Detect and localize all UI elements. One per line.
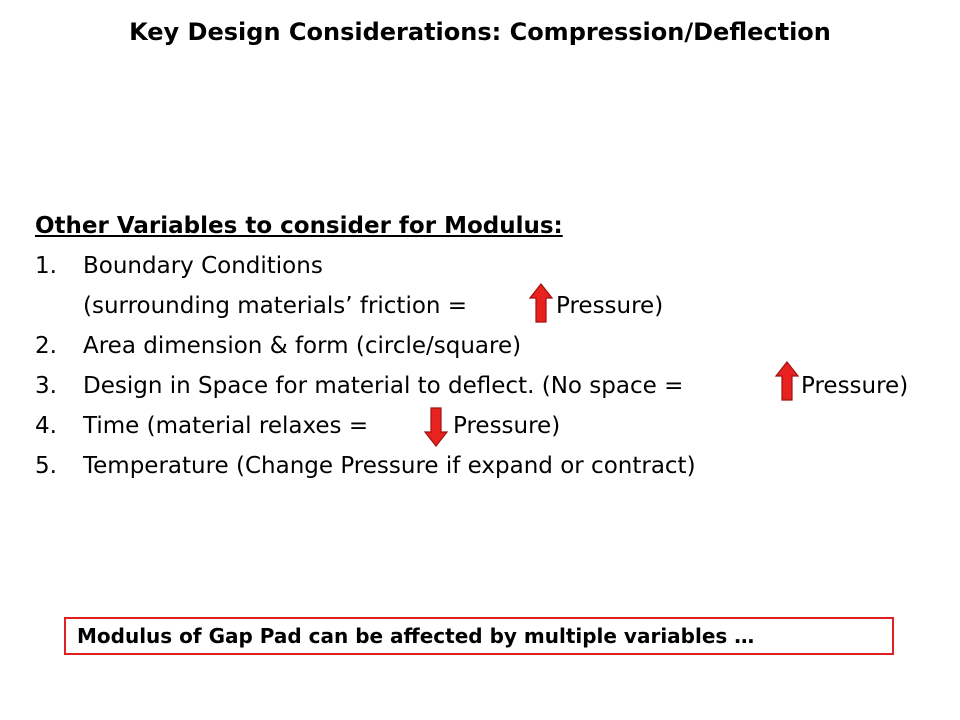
list-item-text: Temperature (Change Pressure if expand or contract) <box>83 453 696 479</box>
list-item-number: 4. <box>35 413 57 439</box>
list-item-text-before: Design in Space for material to deflect. (No space = <box>83 373 684 399</box>
list-item-text-after: Pressure) <box>801 373 909 399</box>
list-item-text: Area dimension & form (circle/square) <box>83 333 522 359</box>
up-arrow-icon <box>529 283 553 323</box>
down-arrow-icon <box>424 407 448 447</box>
list-item-text-after: Pressure) <box>556 293 664 319</box>
list-item-number: 2. <box>35 333 57 359</box>
note-text: Modulus of Gap Pad can be affected by multiple variables … <box>77 624 755 648</box>
note-box <box>64 617 894 655</box>
list-item-text-before: Time (material relaxes = <box>83 413 369 439</box>
list-item-text: Boundary Conditions <box>83 253 323 279</box>
slide-title: Key Design Considerations: Compression/Deflection <box>129 18 831 46</box>
list-item-text-before: (surrounding materials’ friction = <box>83 293 468 319</box>
list-item-text-after: Pressure) <box>453 413 561 439</box>
list-heading: Other Variables to consider for Modulus: <box>35 213 563 239</box>
list-item-number: 1. <box>35 253 57 279</box>
list-item-number: 3. <box>35 373 57 399</box>
up-arrow-icon <box>775 361 799 401</box>
list-item-number: 5. <box>35 453 57 479</box>
